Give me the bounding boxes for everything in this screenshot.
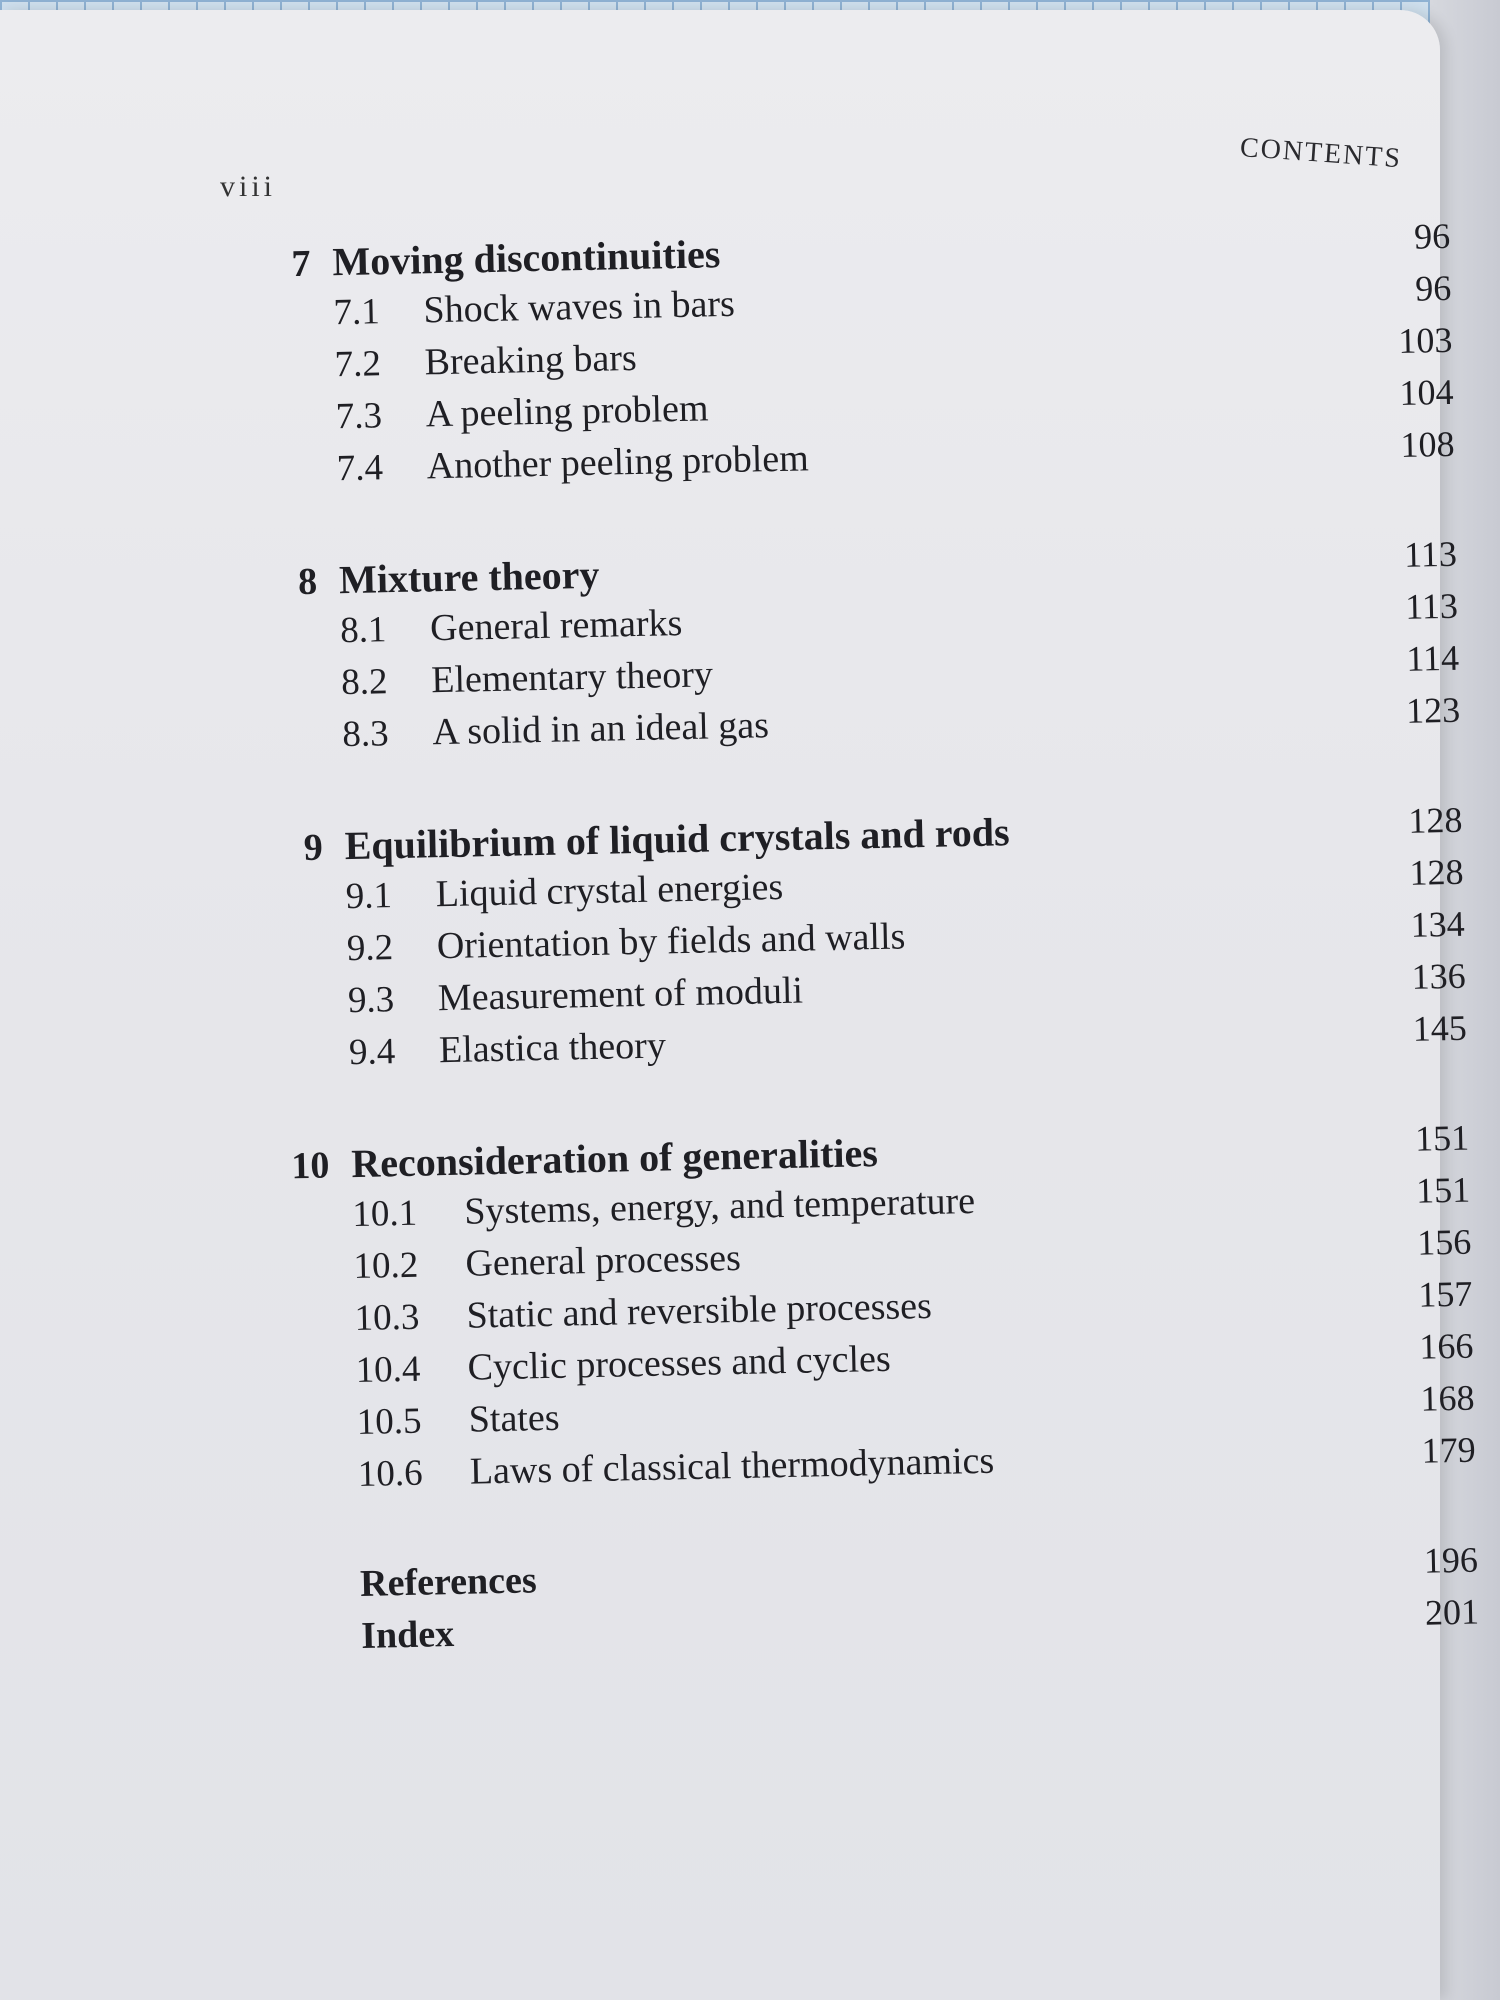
section-page: 134	[1410, 903, 1466, 945]
section-title: Elementary theory	[430, 653, 714, 702]
backmatter	[278, 1539, 1480, 1668]
section-page: 96	[1414, 267, 1452, 309]
section-page: 145	[1412, 1007, 1468, 1049]
section-number: 10.5	[356, 1400, 422, 1444]
chapter-number: 9	[303, 826, 324, 870]
section-page: 179	[1421, 1429, 1477, 1471]
section-title: General remarks	[429, 602, 683, 650]
chapter-8	[257, 533, 1461, 766]
backmatter-page: 196	[1423, 1539, 1479, 1581]
section-title: Laws of classical thermodynamics	[469, 1439, 995, 1493]
table-of-contents	[250, 215, 1480, 1668]
section-number: 10.1	[352, 1192, 418, 1236]
section-page: 123	[1405, 689, 1461, 731]
section-number: 10.6	[357, 1452, 424, 1496]
page-number: viii	[220, 170, 277, 203]
section-title: Liquid crystal energies	[435, 865, 784, 916]
section-number: 10.2	[353, 1244, 419, 1288]
chapter-10	[269, 1117, 1476, 1506]
section-title: Breaking bars	[424, 336, 638, 384]
section-number: 10.3	[354, 1296, 420, 1340]
section-title: Static and reversible processes	[466, 1284, 933, 1337]
section-page: 113	[1404, 585, 1459, 627]
section-number: 7.3	[335, 395, 383, 438]
section-page: 128	[1409, 851, 1464, 893]
section-title: A solid in an ideal gas	[431, 704, 770, 754]
chapter-title: Equilibrium of liquid crystals and rods	[344, 809, 1011, 869]
section-number: 7.1	[333, 291, 381, 334]
chapter-title: Mixture theory	[338, 551, 600, 603]
section-title: Orientation by fields and walls	[436, 915, 906, 968]
chapter-page: 113	[1403, 533, 1458, 575]
section-title: Systems, energy, and temperature	[463, 1180, 976, 1233]
chapter-number: 7	[291, 242, 311, 286]
chapter-9	[262, 799, 1467, 1084]
section-number: 8.2	[340, 661, 388, 704]
section-title: Elastica theory	[438, 1024, 667, 1072]
backmatter-title: Index	[360, 1613, 455, 1657]
chapter-page: 96	[1413, 215, 1451, 257]
section-title: General processes	[465, 1236, 742, 1285]
section-page: 151	[1415, 1169, 1471, 1211]
section-number: 9.2	[346, 927, 394, 970]
chapter-page: 151	[1414, 1117, 1470, 1159]
section-number: 9.3	[347, 979, 395, 1022]
section-page: 103	[1397, 319, 1453, 361]
section-page: 156	[1416, 1221, 1472, 1263]
backmatter-title: References	[359, 1559, 538, 1605]
section-page: 168	[1420, 1377, 1475, 1419]
chapter-7	[250, 215, 1455, 500]
chapter-title: Reconsideration of generalities	[350, 1130, 879, 1187]
section-page: 108	[1400, 423, 1455, 465]
section-number: 8.3	[341, 713, 390, 756]
section-title: Cyclic processes and cycles	[467, 1337, 892, 1389]
section-number: 7.2	[334, 343, 382, 386]
section-number: 9.4	[348, 1031, 396, 1074]
chapter-title: Moving discontinuities	[332, 231, 721, 285]
backmatter-page: 201	[1424, 1591, 1480, 1633]
section-title: Shock waves in bars	[423, 282, 736, 332]
section-number: 10.4	[355, 1348, 421, 1392]
section-title: Measurement of moduli	[437, 969, 804, 1020]
section-page: 104	[1399, 371, 1454, 413]
chapter-page: 128	[1408, 799, 1463, 841]
section-number: 9.1	[345, 875, 393, 918]
section-page: 114	[1405, 637, 1460, 679]
running-head: CONTENTS	[1238, 132, 1403, 175]
book-page	[0, 10, 1480, 2000]
section-number: 8.1	[339, 609, 387, 652]
section-page: 166	[1419, 1325, 1474, 1367]
section-page: 136	[1411, 955, 1467, 997]
chapter-number: 10	[290, 1144, 330, 1188]
section-title: States	[468, 1396, 560, 1441]
section-page: 157	[1417, 1273, 1473, 1315]
section-number: 7.4	[336, 447, 384, 490]
section-title: A peeling problem	[425, 387, 709, 436]
section-title: Another peeling problem	[426, 437, 810, 488]
chapter-number: 8	[297, 560, 318, 604]
